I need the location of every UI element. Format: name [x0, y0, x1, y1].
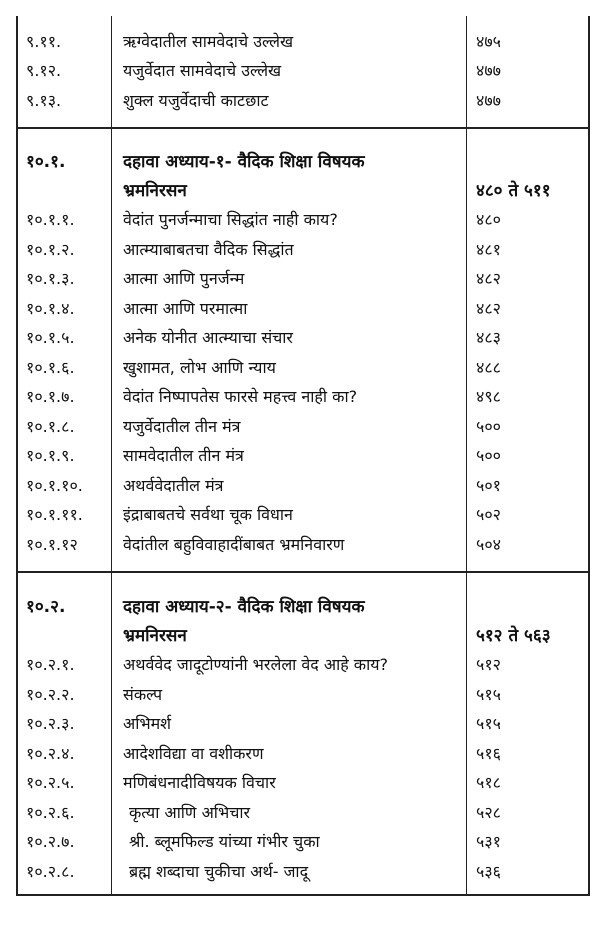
entry-title: वेदांत पुनर्जन्माचा सिद्धांत नाही काय?: [123, 210, 338, 230]
toc-row: [18, 56, 588, 86]
entry-number: १०.१.२.: [26, 239, 75, 259]
toc-row: [18, 529, 588, 559]
toc-row: [18, 352, 588, 382]
chapter-heading-row: [18, 146, 588, 176]
entry-number: १०.२.४.: [26, 743, 75, 763]
entry-page: ५३१: [476, 832, 501, 852]
entry-number: १०.२.१.: [26, 655, 75, 675]
toc-row: [18, 85, 588, 115]
toc-row: [18, 441, 588, 471]
toc-row: [18, 382, 588, 412]
entry-title: सामवेदातील तीन मंत्र: [123, 446, 244, 466]
chapter-heading-row: [18, 591, 588, 621]
entry-title: शुक्ल यजुर्वेदाची काटछाट: [123, 90, 269, 110]
entry-title: खुशामत, लोभ आणि न्याय: [123, 357, 276, 377]
entry-page: ४८२: [476, 298, 501, 318]
entry-title: आत्म्याबाबतचा वैदिक सिद्धांत: [123, 239, 294, 259]
entry-title: यजुर्वेदात सामवेदाचे उल्लेख: [123, 61, 282, 81]
chapter-title-line2: भ्रमनिरसन: [123, 626, 187, 647]
entry-page: ५१२: [476, 655, 501, 675]
toc-row: [18, 411, 588, 441]
chapter-page-range: ५१२ ते ५६३: [476, 626, 551, 647]
toc-row: [18, 827, 588, 857]
entry-title: कृत्या आणि अभिचार: [129, 802, 251, 822]
entry-page: ५२८: [476, 802, 501, 822]
entry-title: आत्मा आणि परमात्मा: [123, 298, 248, 318]
entry-number: १०.१.१.: [26, 210, 75, 230]
entry-number: १०.२.५.: [26, 773, 75, 793]
toc-section-chapter-10-1: [18, 127, 588, 571]
entry-page: ४८३: [476, 328, 501, 348]
entry-page: ५१५: [476, 684, 501, 704]
entry-page: ४८०: [476, 210, 501, 230]
entry-number: १०.१.८.: [26, 416, 75, 436]
chapter-title-line1: दहावा अध्याय-१- वैदिक शिक्षा विषयक: [123, 151, 365, 172]
entry-title: आदेशविद्या वा वशीकरण: [123, 743, 264, 763]
toc-row: [18, 738, 588, 768]
toc-row: [18, 768, 588, 798]
entry-number: १०.१.५.: [26, 328, 75, 348]
entry-title: मणिबंधनादीविषयक विचार: [123, 773, 276, 793]
entry-page: ४७७: [476, 90, 501, 110]
entry-number: १०.२.२.: [26, 684, 75, 704]
entry-number: १०.१.१२: [26, 534, 78, 554]
entry-number: १०.१.११.: [26, 505, 83, 525]
toc-row: [18, 797, 588, 827]
entry-number: १०.१.६.: [26, 357, 75, 377]
entry-page: ४८१: [476, 239, 501, 259]
entry-page: ४८२: [476, 269, 501, 289]
toc-row: [18, 650, 588, 680]
entry-title: ब्रह्म शब्दाचा चुकीचा अर्थ- जादू: [129, 861, 309, 881]
toc-row: [18, 856, 588, 886]
entry-title: वेदांतील बहुविवाहादींबाबत भ्रमनिवारण: [123, 534, 345, 554]
entry-page: ५१५: [476, 714, 501, 734]
entry-number: ९.१२.: [26, 61, 62, 81]
entry-page: ४७५: [476, 31, 501, 51]
chapter-page-range: ४८० ते ५११: [476, 181, 551, 202]
toc-row: [18, 264, 588, 294]
chapter-title-line1: दहावा अध्याय-२- वैदिक शिक्षा विषयक: [123, 596, 365, 617]
entry-title: ऋग्वेदातील सामवेदाचे उल्लेख: [123, 31, 294, 51]
toc-row: [18, 470, 588, 500]
entry-title: इंद्राबाबतचे सर्वथा चूक विधान: [123, 505, 293, 525]
entry-title: अथर्ववेद जादूटोण्यांनी भरलेला वेद आहे काय?: [123, 655, 389, 675]
entry-page: ४९८: [476, 387, 501, 407]
entry-title: वेदांत निष्पापतेस फारसे महत्त्व नाही का?: [123, 387, 358, 407]
toc-section-chapter-9: [18, 16, 588, 127]
entry-page: ५०२: [476, 505, 501, 525]
entry-title: अनेक योनीत आत्म्याचा संचार: [123, 328, 293, 348]
entry-number: १०.१.९.: [26, 446, 75, 466]
toc-row: [18, 205, 588, 235]
entry-number: १०.२.३.: [26, 714, 75, 734]
entry-number: १०.१.४.: [26, 298, 75, 318]
entry-page: ४७७: [476, 61, 501, 81]
toc-row: [18, 679, 588, 709]
chapter-number: १०.२.: [26, 596, 66, 617]
entry-page: ५१८: [476, 773, 501, 793]
toc-row: [18, 26, 588, 56]
chapter-number: १०.१.: [26, 151, 66, 172]
entry-number: १०.१.३.: [26, 269, 75, 289]
toc-row: [18, 293, 588, 323]
toc-row: [18, 500, 588, 530]
entry-title: अथर्ववेदातील मंत्र: [123, 475, 224, 495]
entry-page: ५००: [476, 416, 501, 436]
toc-section-chapter-10-2: [18, 571, 588, 896]
entry-title: संकल्प: [123, 684, 163, 704]
entry-number: १०.२.६.: [26, 802, 75, 822]
toc-row: [18, 234, 588, 264]
table-of-contents: [16, 16, 590, 896]
entry-page: ५३६: [476, 861, 501, 881]
entry-number: १०.२.७.: [26, 832, 75, 852]
entry-title: श्री. ब्लूमफिल्ड यांच्या गंभीर चुका: [129, 832, 320, 852]
entry-title: अभिमर्श: [123, 714, 172, 734]
entry-page: ५०१: [476, 475, 501, 495]
entry-number: १०.१.१०.: [26, 475, 83, 495]
entry-number: ९.११.: [26, 31, 62, 51]
entry-page: ५१६: [476, 743, 501, 763]
entry-page: ५००: [476, 446, 501, 466]
entry-number: ९.१३.: [26, 90, 62, 110]
entry-number: १०.२.८.: [26, 861, 75, 881]
entry-title: आत्मा आणि पुनर्जन्म: [123, 269, 245, 289]
toc-row: [18, 709, 588, 739]
chapter-heading-row: [18, 175, 588, 205]
entry-number: १०.१.७.: [26, 387, 75, 407]
chapter-heading-row: [18, 620, 588, 650]
entry-title: यजुर्वेदातील तीन मंत्र: [123, 416, 241, 436]
toc-row: [18, 323, 588, 353]
entry-page: ५०४: [476, 534, 501, 554]
chapter-title-line2: भ्रमनिरसन: [123, 181, 187, 202]
entry-page: ४८८: [476, 357, 501, 377]
